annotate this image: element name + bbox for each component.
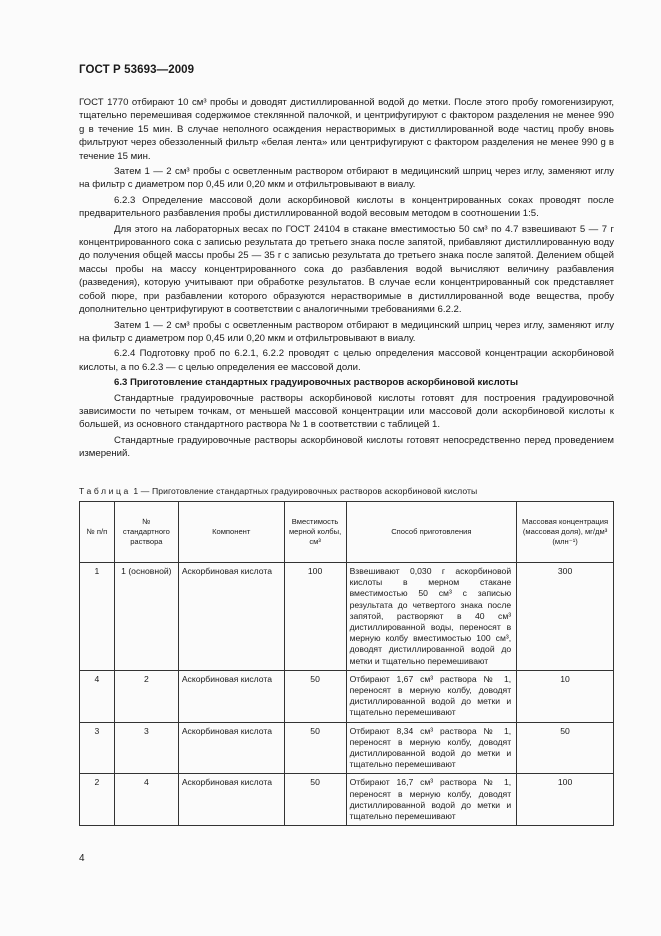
table-row <box>80 722 614 774</box>
cell-method: Отбирают 16,7 см³ раствора № 1, переносят в мерную колбу, доводят дистиллированной водой до метки и тщательно перемешивают <box>346 774 517 826</box>
cell-std: 1 (основной) <box>114 563 178 671</box>
section-heading: 6.3 Приготовление стандартных градуировочных растворов аскорбиновой кислоты <box>114 377 519 389</box>
cell-num: 3 <box>80 722 115 774</box>
header-volume: Вместимость мерной колбы, см³ <box>284 502 346 563</box>
cell-conc: 50 <box>517 722 614 774</box>
cell-std: 4 <box>114 774 178 826</box>
cell-std: 2 <box>114 670 178 722</box>
cell-std: 3 <box>114 722 178 774</box>
cell-volume: 50 <box>284 722 346 774</box>
header-conc: Массовая концентрация (массовая доля), мг/дм³ (млн⁻¹) <box>517 502 614 563</box>
cell-volume: 50 <box>284 670 346 722</box>
table-caption-text: 1 — Приготовление стандартных градуировочных растворов аскорбиновой кислоты <box>133 486 478 496</box>
cell-conc: 10 <box>517 670 614 722</box>
paragraph: Затем 1 — 2 см³ пробы с осветленным раствором отбирают в медицинский шприц через иглу, заменяют иглу на фильтр с диаметром пор 0,45 или 0,20 мкм и отфильтровывают в виалу. <box>79 166 614 191</box>
header-num: № п/п <box>80 502 115 563</box>
header-method: Способ приготовления <box>346 502 517 563</box>
paragraph: 6.2.4 Подготовку проб по 6.2.1, 6.2.2 проводят с целью определения массовой концентрации аскорбиновой кислоты, а по 6.2.3 — с целью определения ее массовой доли. <box>79 348 614 373</box>
cell-conc: 300 <box>517 563 614 671</box>
table-row <box>80 670 614 722</box>
table-row <box>80 774 614 826</box>
table-caption-label: Таблица <box>79 486 131 496</box>
cell-method: Отбирают 8,34 см³ раствора № 1, переносят в мерную колбу, доводят дистиллированной водой до метки и тщательно перемешивают <box>346 722 517 774</box>
table-caption <box>79 486 614 496</box>
paragraph: ГОСТ 1770 отбирают 10 см³ пробы и доводят дистиллированной водой до метки. После этого пробу гомогенизируют, тщательно перемешивая содержимое стеклянной палочкой, и центрифугируют с фактором разделения не менее 990 g в течение 15 мин. В случае неполного осаждения нерастворимых в дистиллированной воде частиц пробу вновь фильтруют через обеззоленный фильтр «белая лента» или центрифугируют с фактором разделения не менее 990 g в течение 15 мин. <box>79 97 614 162</box>
paragraph: Стандартные градуировочные растворы аскорбиновой кислоты готовят для построения градуировочной зависимости по четырем точкам, от меньшей массовой концентрации или массовой доли аскорбиновой кислоты к большей, из основного стандартного раствора № 1 в соответствии с таблицей 1. <box>79 392 614 431</box>
cell-volume: 50 <box>284 774 346 826</box>
cell-method: Взвешивают 0,030 г аскорбиновой кислоты в мерном стакане вместимостью 50 см³ с записью результата до четвертого знака после запятой, растворяют в 40 см³ дистиллированной воды, переносят в мерную колбу вместимостью 100 см³, доводят дистиллированной водой до метки и тщательно перемешивают <box>346 563 517 671</box>
cell-component: Аскорбиновая кислота <box>178 774 284 826</box>
cell-volume: 100 <box>284 563 346 671</box>
cell-component: Аскорбиновая кислота <box>178 722 284 774</box>
cell-component: Аскорбиновая кислота <box>178 670 284 722</box>
paragraph: 6.2.3 Определение массовой доли аскорбиновой кислоты в концентрированных соках проводят после предварительного разбавления пробы дистиллированной водой весовым методом в соотношении 1:5. <box>79 194 614 220</box>
paragraph: Затем 1 — 2 см³ пробы с осветленным раствором отбирают в медицинский шприц через иглу, заменяют иглу на фильтр с диаметром пор 0,45 или 0,20 мкм и отфильтровывают в виалу. <box>79 319 614 344</box>
page-number: 4 <box>79 853 85 864</box>
table-header-row <box>80 502 614 563</box>
cell-component: Аскорбиновая кислота <box>178 563 284 671</box>
cell-num: 2 <box>80 774 115 826</box>
cell-num: 4 <box>80 670 115 722</box>
cell-conc: 100 <box>517 774 614 826</box>
table-row <box>80 563 614 671</box>
paragraph: Стандартные градуировочные растворы аскорбиновой кислоты готовят непосредственно перед проведением измерений. <box>79 434 614 460</box>
paragraph: Для этого на лабораторных весах по ГОСТ 24104 в стакане вместимостью 50 см³ по 4.7 взвешивают 5 — 7 г концентрированного сока с записью результата до третьего знака после запятой, прибавляют дистиллированную воду до получения общей массы пробы 25 — 35 г с записью результата до третьего знака после запятой. Делением общей массы пробы на массу концентрированного сока до разбавления водой вычисляют величину разбавления (разведения), которую учитывают при обработке результатов. В случае если концентрированный сок представляет собой пюре, при разбавлении которого образуются нерастворимые в дистиллированной воде вещества, пробу дополнительно центрифугируют в соответствии с аналогичными требованиями 6.2.2. <box>79 223 614 316</box>
cell-num: 1 <box>80 563 115 671</box>
document-header: ГОСТ Р 53693—2009 <box>79 64 195 76</box>
cell-method: Отбирают 1,67 см³ раствора № 1, переносят в мерную колбу, доводят дистиллированной водой до метки и тщательно перемешивают <box>346 670 517 722</box>
body-text <box>79 96 614 463</box>
header-component: Компонент <box>178 502 284 563</box>
preparation-table <box>79 501 614 826</box>
header-std: № стандартного раствора <box>114 502 178 563</box>
